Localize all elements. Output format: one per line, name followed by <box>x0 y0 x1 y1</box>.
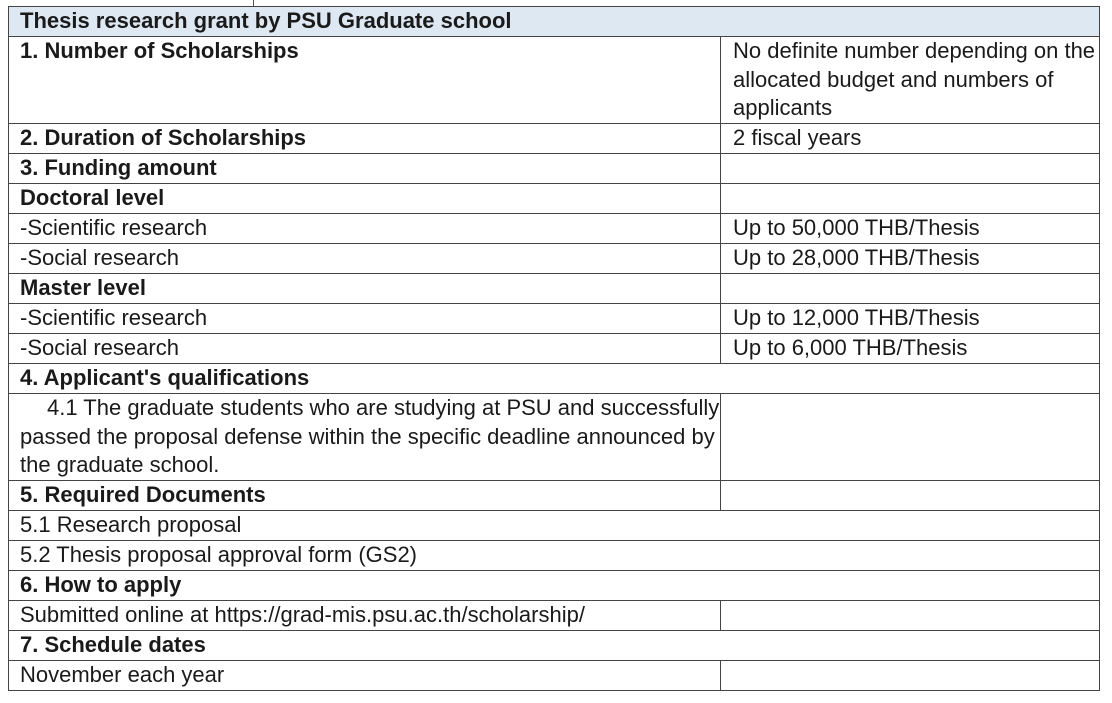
row-label: 2. Duration of Scholarships <box>9 124 721 154</box>
table-row <box>9 601 1100 631</box>
table-row <box>9 511 1100 541</box>
table-row <box>9 184 1100 214</box>
table-row <box>9 481 1100 511</box>
table-row <box>9 37 1100 124</box>
row-value <box>721 394 1100 481</box>
section-heading: 6. How to apply <box>9 571 1100 601</box>
table-row <box>9 334 1100 364</box>
row-label: -Scientific research <box>9 304 721 334</box>
document-item: 5.2 Thesis proposal approval form (GS2) <box>9 541 1100 571</box>
table-row <box>9 214 1100 244</box>
table-row <box>9 394 1100 481</box>
row-value: Up to 28,000 THB/Thesis <box>721 244 1100 274</box>
row-value <box>721 154 1100 184</box>
table-row <box>9 304 1100 334</box>
row-value: 2 fiscal years <box>721 124 1100 154</box>
section-heading: 7. Schedule dates <box>9 631 1100 661</box>
row-value: Up to 50,000 THB/Thesis <box>721 214 1100 244</box>
row-value <box>721 274 1100 304</box>
row-value <box>721 661 1100 691</box>
table-row <box>9 274 1100 304</box>
table-row <box>9 631 1100 661</box>
row-label: -Social research <box>9 334 721 364</box>
table-row <box>9 244 1100 274</box>
row-value: Up to 12,000 THB/Thesis <box>721 304 1100 334</box>
table-row <box>9 154 1100 184</box>
table-header-row <box>9 7 1100 37</box>
row-label: -Social research <box>9 244 721 274</box>
row-value: No definite number depending on the allocated budget and numbers of applicants <box>721 37 1100 124</box>
grant-table <box>8 6 1100 691</box>
section-heading: 4. Applicant's qualifications <box>9 364 1100 394</box>
row-value: Up to 6,000 THB/Thesis <box>721 334 1100 364</box>
apply-instructions: Submitted online at https://grad-mis.psu.ac.th/scholarship/ <box>9 601 721 631</box>
row-value <box>721 601 1100 631</box>
row-label: Doctoral level <box>9 184 721 214</box>
row-value <box>721 184 1100 214</box>
schedule-value: November each year <box>9 661 721 691</box>
table-row <box>9 364 1100 394</box>
table-row <box>9 541 1100 571</box>
table-row <box>9 661 1100 691</box>
row-label: Master level <box>9 274 721 304</box>
row-label: 3. Funding amount <box>9 154 721 184</box>
row-label: 1. Number of Scholarships <box>9 37 721 124</box>
document-item: 5.1 Research proposal <box>9 511 1100 541</box>
row-label: 4.1 The graduate students who are studying at PSU and successfully passed the proposal defense within the specific deadline announced by the graduate school. <box>9 394 721 481</box>
table-title: Thesis research grant by PSU Graduate school <box>9 7 1100 37</box>
table-row <box>9 124 1100 154</box>
table-row <box>9 571 1100 601</box>
row-label: 5. Required Documents <box>9 481 721 511</box>
row-label: -Scientific research <box>9 214 721 244</box>
row-value <box>721 481 1100 511</box>
